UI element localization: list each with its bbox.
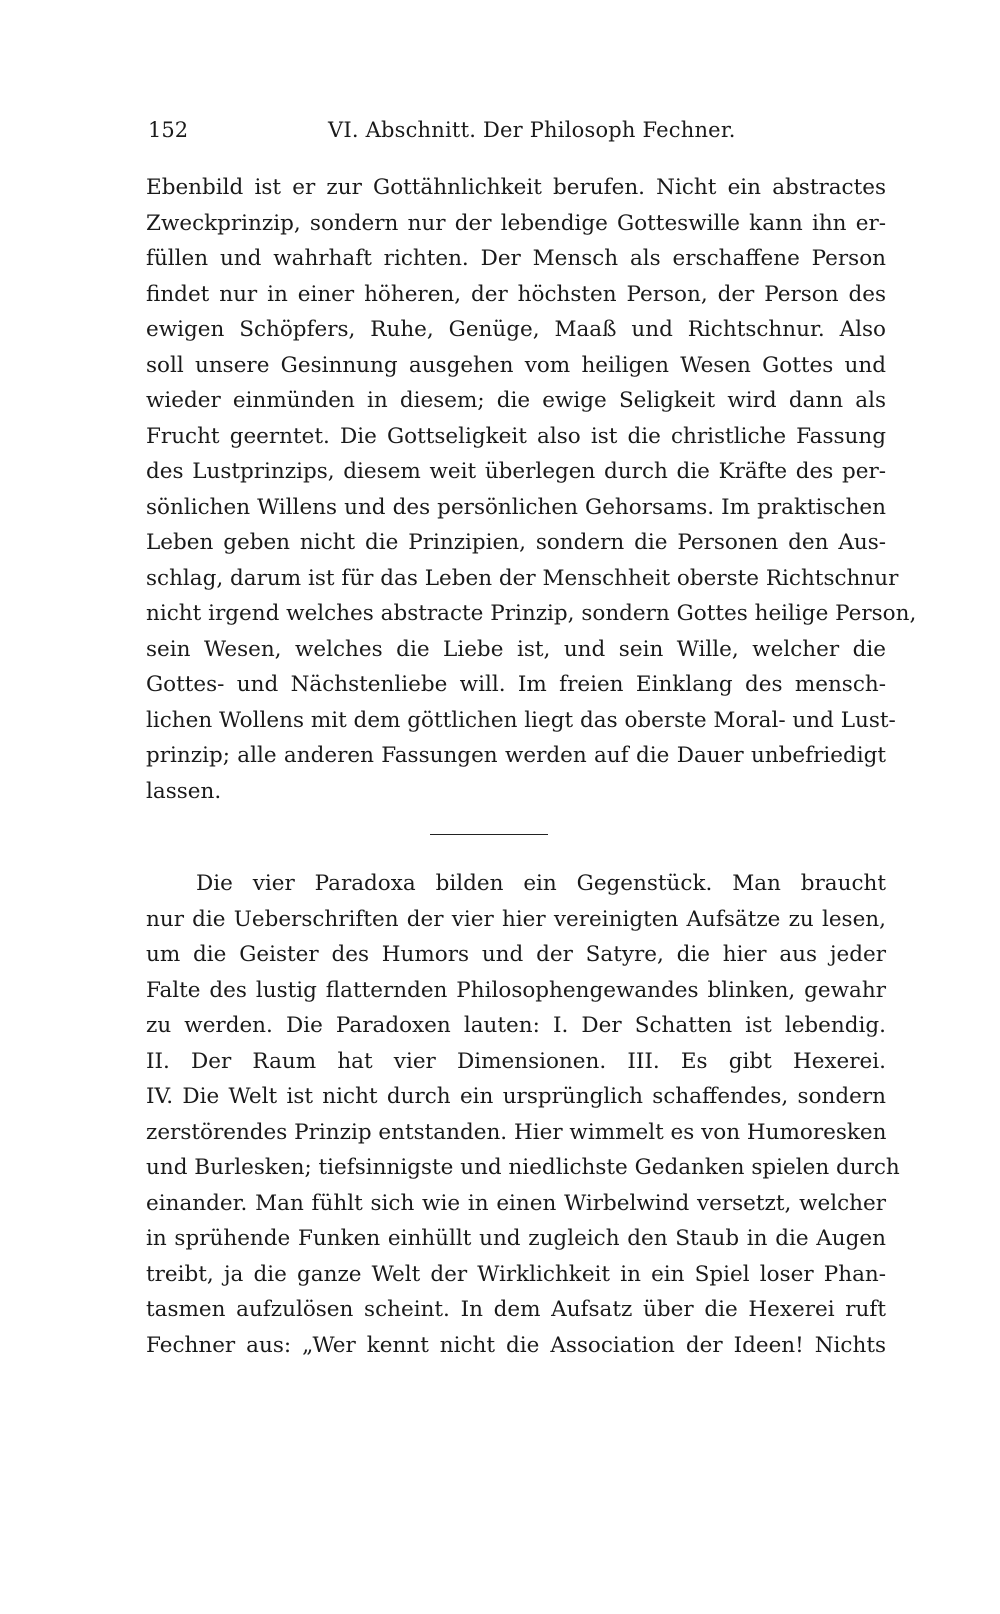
text-line: um die Geister des Humors und der Satyre, die hier aus jeder bbox=[146, 942, 886, 967]
text-line: Die vier Paradoxa bilden ein Gegenstück. Man braucht bbox=[196, 871, 886, 896]
text-line: Zweckprinzip, sondern nur der lebendige Gotteswille kann ihn er- bbox=[146, 210, 886, 236]
text-line: einander. Man fühlt sich wie in einen Wirbelwind versetzt, welcher bbox=[146, 1190, 886, 1216]
text-line: zu werden. Die Paradoxen lauten: I. Der Schatten ist lebendig. bbox=[146, 1013, 886, 1038]
text-line: sein Wesen, welches die Liebe ist, und sein Wille, welcher die bbox=[146, 636, 886, 662]
text-line: Fechner aus: „Wer kennt nicht die Association der Ideen! Nichts bbox=[146, 1332, 886, 1358]
text-line: nur die Ueberschriften der vier hier vereinigten Aufsätze zu lesen, bbox=[146, 906, 886, 932]
text-line: schlag, darum ist für das Leben der Menschheit oberste Richtschnur bbox=[146, 565, 899, 591]
text-line: nicht irgend welches abstracte Prinzip, sondern Gottes heilige Person, bbox=[146, 601, 917, 626]
text-line: II. Der Raum hat vier Dimensionen. III. Es gibt Hexerei. bbox=[146, 1048, 886, 1074]
text-line: lassen. bbox=[146, 778, 222, 804]
text-line: lichen Wollens mit dem göttlichen liegt das oberste Moral- und Lust- bbox=[146, 707, 896, 733]
text-line: ewigen Schöpfers, Ruhe, Genüge, Maaß und Richtschnur. Also bbox=[146, 317, 886, 342]
text-line: Frucht geerntet. Die Gottseligkeit also ist die christliche Fassung bbox=[146, 423, 886, 449]
text-line: in sprühende Funken einhüllt und zugleich den Staub in die Augen bbox=[146, 1226, 886, 1251]
text-line: Ebenbild ist er zur Gottähnlichkeit berufen. Nicht ein abstractes bbox=[146, 175, 886, 200]
text-line: treibt, ja die ganze Welt der Wirklichkeit in ein Spiel loser Phan- bbox=[146, 1261, 886, 1287]
text-line: prinzip; alle anderen Fassungen werden auf die Dauer unbefriedigt bbox=[146, 743, 886, 768]
text-line: zerstörendes Prinzip entstanden. Hier wimmelt es von Humoresken bbox=[146, 1119, 887, 1145]
page-header bbox=[148, 118, 884, 152]
text-line: findet nur in einer höheren, der höchsten Person, der Person des bbox=[146, 281, 886, 307]
text-line: IV. Die Welt ist nicht durch ein ursprünglich schaffendes, sondern bbox=[146, 1084, 886, 1109]
text-line: Gottes- und Nächstenliebe will. Im freien Einklang des mensch- bbox=[146, 672, 886, 697]
text-line: und Burlesken; tiefsinnigste und niedlichste Gedanken spielen durch bbox=[146, 1155, 900, 1180]
text-line: soll unsere Gesinnung ausgehen vom heiligen Wesen Gottes und bbox=[146, 352, 886, 378]
text-line: füllen und wahrhaft richten. Der Mensch als erschaffene Person bbox=[146, 246, 886, 271]
text-line: sönlichen Willens und des persönlichen Gehorsams. Im praktischen bbox=[146, 494, 886, 520]
paragraph-2 bbox=[146, 866, 900, 1363]
text-line: wieder einmünden in diesem; die ewige Seligkeit wird dann als bbox=[146, 388, 886, 413]
text-line: Leben geben nicht die Prinzipien, sondern die Personen den Aus- bbox=[146, 530, 886, 555]
running-head: VI. Abschnitt. Der Philosoph Fechner. bbox=[328, 118, 736, 142]
text-line: des Lustprinzips, diesem weit überlegen durch die Kräfte des per- bbox=[146, 459, 886, 484]
page-number: 152 bbox=[148, 118, 189, 142]
section-divider bbox=[430, 834, 548, 835]
text-line: tasmen aufzulösen scheint. In dem Aufsatz über die Hexerei ruft bbox=[146, 1297, 886, 1322]
text-line: Falte des lustig flatternden Philosophengewandes blinken, gewahr bbox=[146, 977, 886, 1003]
paragraph-1 bbox=[146, 170, 917, 809]
